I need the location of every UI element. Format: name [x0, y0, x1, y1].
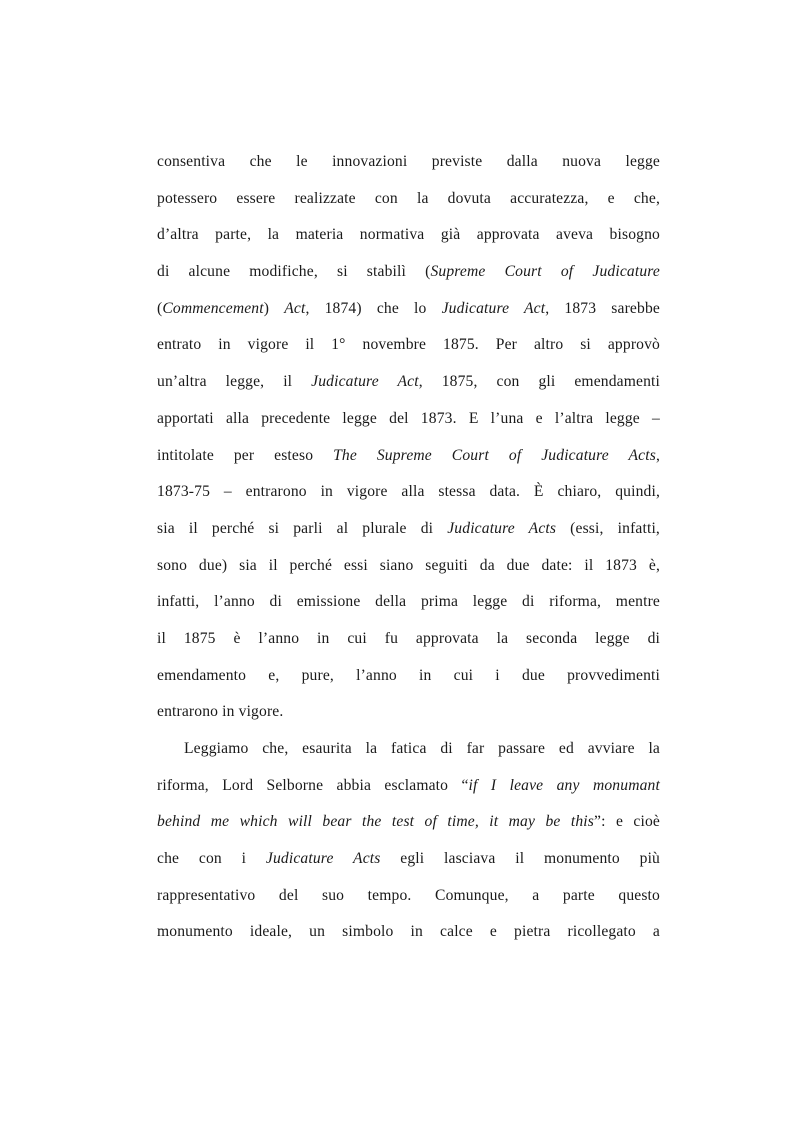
text-segment: apportati alla precedente legge del 1873. E l’una e l’altra legge –	[157, 409, 660, 427]
text-segment: ”: e cioè	[594, 813, 660, 831]
text-segment: , 1874) che lo	[305, 299, 442, 317]
text-line	[157, 878, 660, 915]
text-segment: consentiva che le innovazioni previste dalla nuova legge	[157, 153, 660, 170]
italic-text: Judicature Acts	[447, 519, 557, 537]
text-line	[157, 548, 660, 585]
body-text	[157, 144, 660, 951]
text-line	[157, 181, 660, 218]
text-segment: potessero essere realizzate con la dovuta accuratezza, e che,	[157, 189, 660, 207]
text-line	[157, 584, 660, 621]
text-line	[157, 327, 660, 364]
text-segment: ,	[655, 446, 660, 464]
text-segment: emendamento e, pure, l’anno in cui i due provvedimenti	[157, 666, 660, 684]
italic-text: Act	[284, 299, 306, 317]
italic-text: behind me which will bear the test of time, it may be this	[157, 813, 594, 831]
italic-text: Judicature Act	[311, 373, 419, 391]
text-segment: )	[263, 299, 285, 317]
text-line	[157, 694, 660, 731]
text-line	[157, 511, 660, 548]
text-line	[157, 804, 660, 841]
text-segment: (essi, infatti,	[556, 519, 660, 537]
text-segment: riforma, Lord Selborne abbia esclamato “	[157, 776, 469, 794]
text-line	[157, 768, 660, 805]
text-line	[157, 474, 660, 511]
text-line	[157, 438, 660, 475]
italic-text: if I leave any monumant	[468, 776, 660, 794]
text-line	[157, 731, 660, 768]
text-segment: un’altra legge, il	[157, 373, 312, 391]
text-line	[157, 217, 660, 254]
text-line	[157, 658, 660, 695]
text-segment: monumento ideale, un simbolo in calce e pietra ricollegato a	[157, 923, 660, 941]
text-segment: rappresentativo del suo tempo. Comunque, a parte questo	[157, 886, 660, 904]
text-line	[157, 364, 660, 401]
text-segment: 1873-75 – entrarono in vigore alla stessa data. È chiaro, quindi,	[157, 483, 660, 501]
text-segment: (	[157, 299, 163, 317]
italic-text: The Supreme Court of Judicature Acts	[333, 446, 656, 464]
text-segment: Leggiamo che, esaurita la fatica di far passare ed avviare la	[184, 740, 660, 757]
italic-text: Judicature Act	[441, 299, 546, 317]
text-segment: , 1873 sarebbe	[545, 299, 660, 317]
text-segment: il 1875 è l’anno in cui fu approvata la seconda legge di	[157, 629, 660, 647]
text-line	[157, 914, 660, 951]
text-line	[157, 144, 660, 181]
text-segment: intitolate per esteso	[157, 446, 334, 464]
italic-text: Supreme Court of Judicature	[430, 263, 660, 281]
text-segment: infatti, l’anno di emissione della prima legge di riforma, mentre	[157, 593, 660, 611]
text-line	[157, 401, 660, 438]
text-segment: , 1875, con gli emendamenti	[418, 373, 660, 391]
text-line	[157, 291, 660, 328]
text-line	[157, 621, 660, 658]
text-segment: egli lasciava il monumento più	[380, 850, 660, 868]
italic-text: Judicature Acts	[265, 850, 381, 868]
text-segment: di alcune modifiche, si stabilì (	[157, 263, 431, 281]
text-segment: entrarono in vigore.	[157, 703, 284, 721]
text-segment: sia il perché si parli al plurale di	[157, 519, 448, 537]
text-segment: sono due) sia il perché essi siano seguiti da due date: il 1873 è,	[157, 556, 660, 574]
text-segment: entrato in vigore il 1° novembre 1875. Per altro si approvò	[157, 336, 660, 354]
text-line	[157, 254, 660, 291]
text-segment: d’altra parte, la materia normativa già approvata aveva bisogno	[157, 226, 660, 244]
text-segment: che con i	[157, 850, 266, 868]
italic-text: Commencement	[162, 299, 264, 317]
text-line	[157, 841, 660, 878]
